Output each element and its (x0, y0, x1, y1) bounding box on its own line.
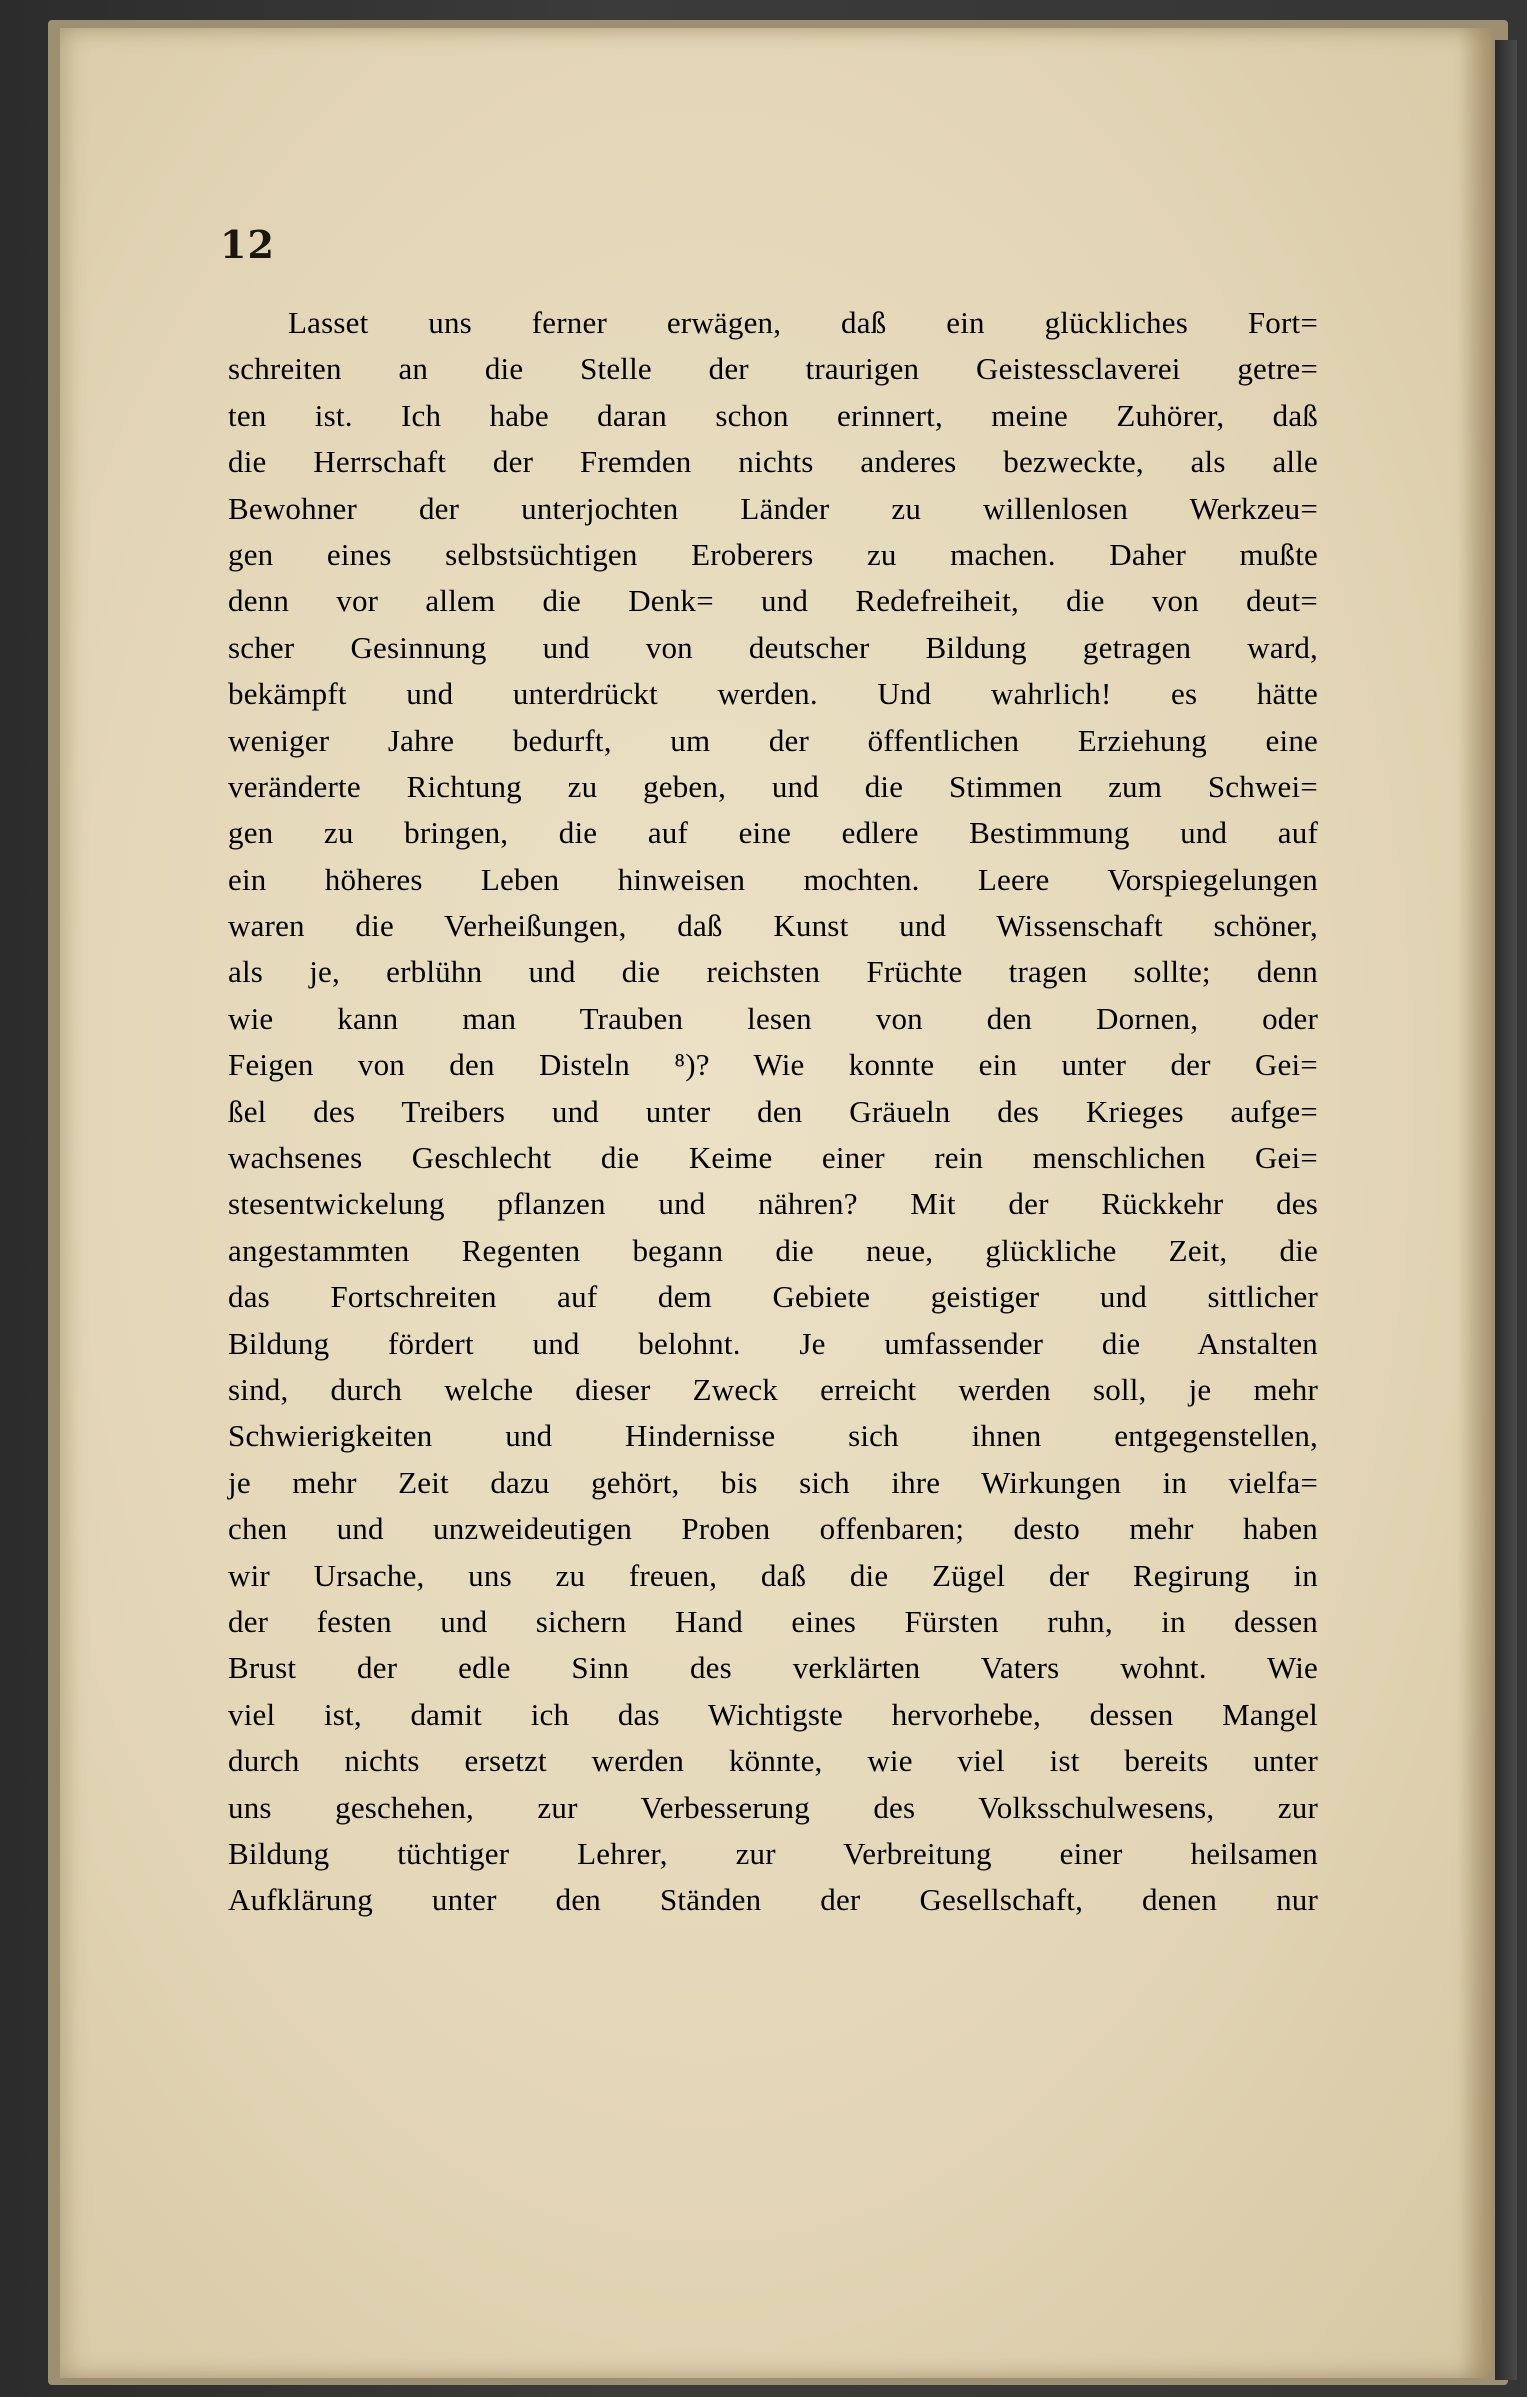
text-line: schreiten an die Stelle der traurigen Geistessclaverei getre= (228, 351, 1318, 387)
text-line: wachsenes Geschlecht die Keime einer rein menschlichen Gei= (228, 1140, 1318, 1176)
text-line: stesentwickelung pflanzen und nähren? Mit der Rückkehr des (228, 1186, 1318, 1222)
text-line: veränderte Richtung zu geben, und die Stimmen zum Schwei= (228, 768, 1318, 804)
text-line: Bildung fördert und belohnt. Je umfassender die Anstalten (228, 1325, 1318, 1361)
text-line: Schwierigkeiten und Hindernisse sich ihnen entgegenstellen, (228, 1418, 1318, 1454)
text-line: durch nichts ersetzt werden könnte, wie viel ist bereits unter (228, 1743, 1318, 1779)
text-line: waren die Verheißungen, daß Kunst und Wissenschaft schöner, (228, 908, 1318, 944)
text-line: je mehr Zeit dazu gehört, bis sich ihre Wirkungen in vielfa= (228, 1464, 1318, 1500)
text-line: angestammten Regenten begann die neue, glückliche Zeit, die (228, 1232, 1318, 1268)
text-line: scher Gesinnung und von deutscher Bildung getragen ward, (228, 629, 1318, 665)
text-line: Feigen von den Disteln ⁸)? Wie konnte ein unter der Gei= (228, 1047, 1318, 1083)
text-line: wir Ursache, uns zu freuen, daß die Zügel der Regirung in (228, 1557, 1318, 1593)
text-line: der festen und sichern Hand eines Fürsten ruhn, in dessen (228, 1603, 1318, 1639)
text-line: als je, erblühn und die reichsten Früchte tragen sollte; denn (228, 954, 1318, 990)
text-line: Bildung tüchtiger Lehrer, zur Verbreitung einer heilsamen (228, 1835, 1318, 1871)
text-line: chen und unzweideutigen Proben offenbaren; desto mehr haben (228, 1511, 1318, 1547)
page-number: 12 (220, 222, 275, 267)
text-line: Lasset uns ferner erwägen, daß ein glückliches Fort= (288, 305, 1318, 340)
book-edge (1495, 40, 1517, 2380)
page-spine-shadow (1458, 28, 1492, 2378)
text-line: gen eines selbstsüchtigen Eroberers zu machen. Daher mußte (228, 536, 1318, 572)
text-line: Aufklärung unter den Ständen der Gesellschaft, denen nur (228, 1882, 1318, 1918)
text-line: sind, durch welche dieser Zweck erreicht werden soll, je mehr (228, 1371, 1318, 1407)
text-line: bekämpft und unterdrückt werden. Und wahrlich! es hätte (228, 676, 1318, 712)
text-line: die Herrschaft der Fremden nichts anderes bezweckte, als alle (228, 444, 1318, 480)
text-line: ßel des Treibers und unter den Gräueln des Krieges aufge= (228, 1093, 1318, 1129)
text-line: denn vor allem die Denk= und Redefreiheit, die von deut= (228, 583, 1318, 619)
text-line: wie kann man Trauben lesen von den Dornen, oder (228, 1000, 1318, 1036)
text-line: ten ist. Ich habe daran schon erinnert, meine Zuhörer, daß (228, 397, 1318, 433)
text-line: das Fortschreiten auf dem Gebiete geistiger und sittlicher (228, 1279, 1318, 1315)
text-line: uns geschehen, zur Verbesserung des Volksschulwesens, zur (228, 1789, 1318, 1825)
text-line: Bewohner der unterjochten Länder zu willenlosen Werkzeu= (228, 490, 1318, 526)
text-line: gen zu bringen, die auf eine edlere Bestimmung und auf (228, 815, 1318, 851)
body-text (228, 300, 1318, 1924)
text-line: ein höheres Leben hinweisen mochten. Leere Vorspiegelungen (228, 861, 1318, 897)
text-line: weniger Jahre bedurft, um der öffentlichen Erziehung eine (228, 722, 1318, 758)
text-line: viel ist, damit ich das Wichtigste hervorhebe, dessen Mangel (228, 1696, 1318, 1732)
text-line: Brust der edle Sinn des verklärten Vaters wohnt. Wie (228, 1650, 1318, 1686)
